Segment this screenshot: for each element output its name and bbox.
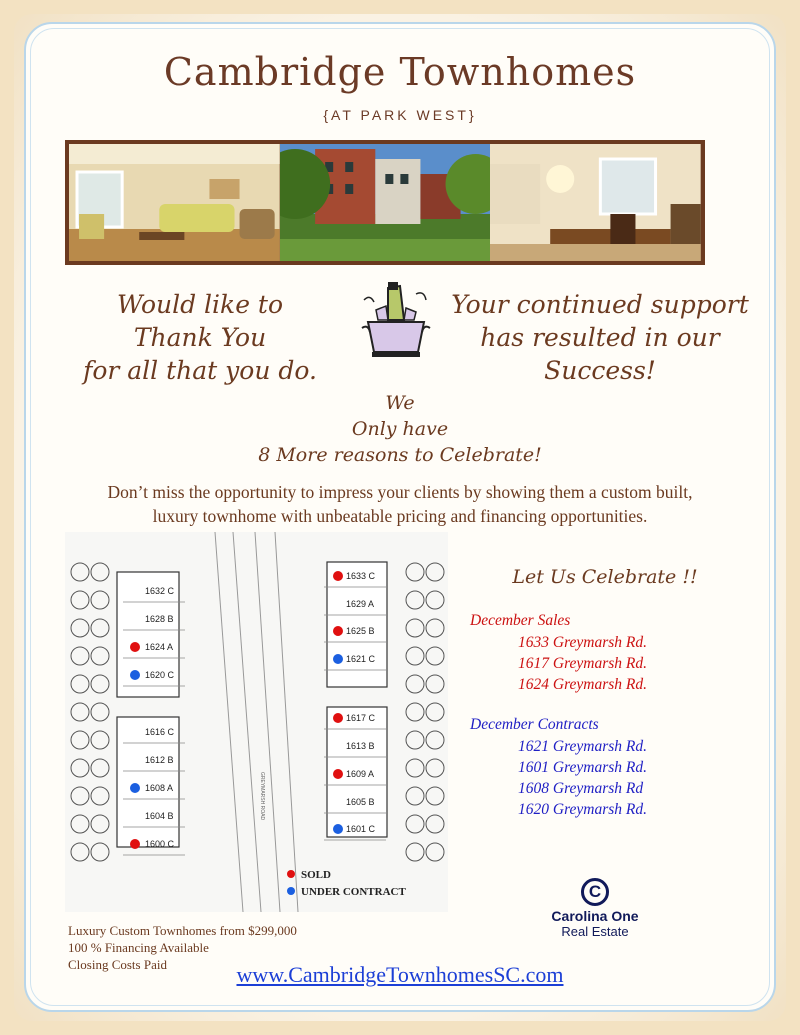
- tree-icon: [71, 591, 89, 609]
- tree-icon: [91, 759, 109, 777]
- tree-icon: [71, 843, 89, 861]
- pricing-line: Luxury Custom Townhomes from $299,000: [68, 923, 297, 938]
- tree-icon: [71, 815, 89, 833]
- unit-label: 1624 A: [145, 642, 174, 652]
- unit-label: 1600 C: [145, 839, 175, 849]
- celebrate-line-1: We: [385, 392, 415, 414]
- tree-icon: [406, 563, 424, 581]
- unit-label: 1609 A: [346, 769, 375, 779]
- sold-marker: [333, 626, 343, 636]
- december-sales-heading: December Sales: [470, 612, 571, 629]
- tree-icon: [426, 675, 444, 693]
- sales-address: 1624 Greymarsh Rd.: [518, 676, 648, 693]
- unit-label: 1632 C: [145, 586, 175, 596]
- contract-address: 1601 Greymarsh Rd.: [518, 759, 648, 776]
- thank-you-line-1: Would like to: [116, 290, 284, 319]
- tree-icon: [406, 703, 424, 721]
- tree-icon: [426, 703, 444, 721]
- thank-you-message: [70, 288, 330, 387]
- page-subtitle: {AT PARK WEST}: [323, 107, 477, 123]
- dining-room-photo: [490, 144, 701, 261]
- thank-you-line-2: Thank You: [133, 323, 267, 352]
- contract-address: 1620 Greymarsh Rd.: [518, 801, 648, 818]
- unit-label: 1605 B: [346, 797, 375, 807]
- sales-address: 1617 Greymarsh Rd.: [518, 655, 648, 672]
- unit-label: 1620 C: [145, 670, 175, 680]
- tree-icon: [71, 647, 89, 665]
- thank-you-line-3: for all that you do.: [83, 356, 317, 385]
- photo-strip: [65, 140, 705, 265]
- tree-icon: [406, 843, 424, 861]
- tree-icon: [71, 759, 89, 777]
- tree-icon: [91, 563, 109, 581]
- unit-label: 1621 C: [346, 654, 376, 664]
- tree-icon: [426, 563, 444, 581]
- support-line-2: has resulted in our: [480, 323, 720, 352]
- tree-icon: [426, 731, 444, 749]
- closing-costs-line: Closing Costs Paid: [68, 957, 167, 972]
- tree-icon: [91, 675, 109, 693]
- support-line-1: Your continued support: [451, 290, 749, 319]
- tree-icon: [426, 591, 444, 609]
- lets-celebrate-heading: Let Us Celebrate !!: [512, 566, 698, 588]
- december-contracts-list: [518, 736, 647, 820]
- december-contracts-heading: December Contracts: [470, 716, 599, 733]
- celebrate-message: [200, 390, 600, 468]
- tree-icon: [406, 619, 424, 637]
- support-line-3: Success!: [544, 356, 656, 385]
- tree-icon: [71, 675, 89, 693]
- tree-icon: [426, 787, 444, 805]
- legend-contract-dot: [287, 887, 295, 895]
- tree-icon: [426, 843, 444, 861]
- tree-icon: [91, 815, 109, 833]
- opportunity-paragraph: [40, 480, 760, 528]
- sold-marker: [130, 839, 140, 849]
- unit-label: 1604 B: [145, 811, 174, 821]
- sold-marker: [333, 769, 343, 779]
- financing-line: 100 % Financing Available: [68, 940, 209, 955]
- unit-label: 1629 A: [346, 599, 375, 609]
- december-sales-list: [518, 632, 647, 695]
- tree-icon: [406, 731, 424, 749]
- legend-contract-label: UNDER CONTRACT: [301, 886, 406, 898]
- tree-icon: [71, 731, 89, 749]
- tree-icon: [406, 815, 424, 833]
- road-label: GREYMARSH ROAD: [259, 772, 265, 821]
- unit-label: 1613 B: [346, 741, 375, 751]
- legend-sold-dot: [287, 870, 295, 878]
- opportunity-line-1: Don’t miss the opportunity to impress your clients by showing them a custom built,: [107, 482, 693, 502]
- opportunity-line-2: luxury townhome with unbeatable pricing and financing opportunities.: [152, 506, 648, 526]
- unit-label: 1625 B: [346, 626, 375, 636]
- unit-label: 1628 B: [145, 614, 174, 624]
- contract-address: 1621 Greymarsh Rd.: [518, 738, 648, 755]
- website-link[interactable]: www.CambridgeTownhomesSC.com: [236, 962, 564, 987]
- tree-icon: [426, 647, 444, 665]
- under-contract-marker: [333, 824, 343, 834]
- tree-icon: [91, 731, 109, 749]
- exterior-townhomes-photo: [280, 144, 491, 261]
- unit-label: 1608 A: [145, 783, 174, 793]
- tree-icon: [406, 591, 424, 609]
- sold-marker: [333, 571, 343, 581]
- unit-label: 1612 B: [145, 755, 174, 765]
- tree-icon: [406, 675, 424, 693]
- tree-icon: [91, 619, 109, 637]
- celebrate-line-3: 8 More reasons to Celebrate!: [258, 444, 542, 466]
- copyright-c-icon: C: [581, 878, 609, 906]
- living-room-photo: [69, 144, 280, 261]
- tree-icon: [406, 647, 424, 665]
- tree-icon: [91, 703, 109, 721]
- unit-label: 1601 C: [346, 824, 376, 834]
- logo-subtitle: Real Estate: [561, 924, 629, 939]
- tree-icon: [71, 563, 89, 581]
- support-message: [450, 288, 750, 387]
- page-title: Cambridge Townhomes: [163, 50, 637, 94]
- unit-label: 1616 C: [145, 727, 175, 737]
- under-contract-marker: [130, 670, 140, 680]
- tree-icon: [406, 787, 424, 805]
- tree-icon: [91, 843, 109, 861]
- contract-address: 1608 Greymarsh Rd: [518, 780, 644, 797]
- celebrate-line-2: Only have: [351, 418, 449, 440]
- tree-icon: [426, 815, 444, 833]
- tree-icon: [71, 619, 89, 637]
- sold-marker: [333, 713, 343, 723]
- unit-label: 1633 C: [346, 571, 376, 581]
- under-contract-marker: [333, 654, 343, 664]
- tree-icon: [91, 647, 109, 665]
- under-contract-marker: [130, 783, 140, 793]
- champagne-bucket-icon: [358, 280, 434, 360]
- site-plan-map: [65, 532, 448, 912]
- carolina-one-logo: [530, 878, 660, 939]
- tree-icon: [426, 759, 444, 777]
- tree-icon: [71, 787, 89, 805]
- tree-icon: [71, 703, 89, 721]
- unit-label: 1617 C: [346, 713, 376, 723]
- tree-icon: [91, 591, 109, 609]
- tree-icon: [406, 759, 424, 777]
- tree-icon: [426, 619, 444, 637]
- tree-icon: [91, 787, 109, 805]
- logo-name: Carolina One: [551, 908, 639, 924]
- legend-sold-label: SOLD: [301, 869, 331, 881]
- sold-marker: [130, 642, 140, 652]
- website-link-container: [0, 962, 800, 988]
- sales-address: 1633 Greymarsh Rd.: [518, 634, 648, 651]
